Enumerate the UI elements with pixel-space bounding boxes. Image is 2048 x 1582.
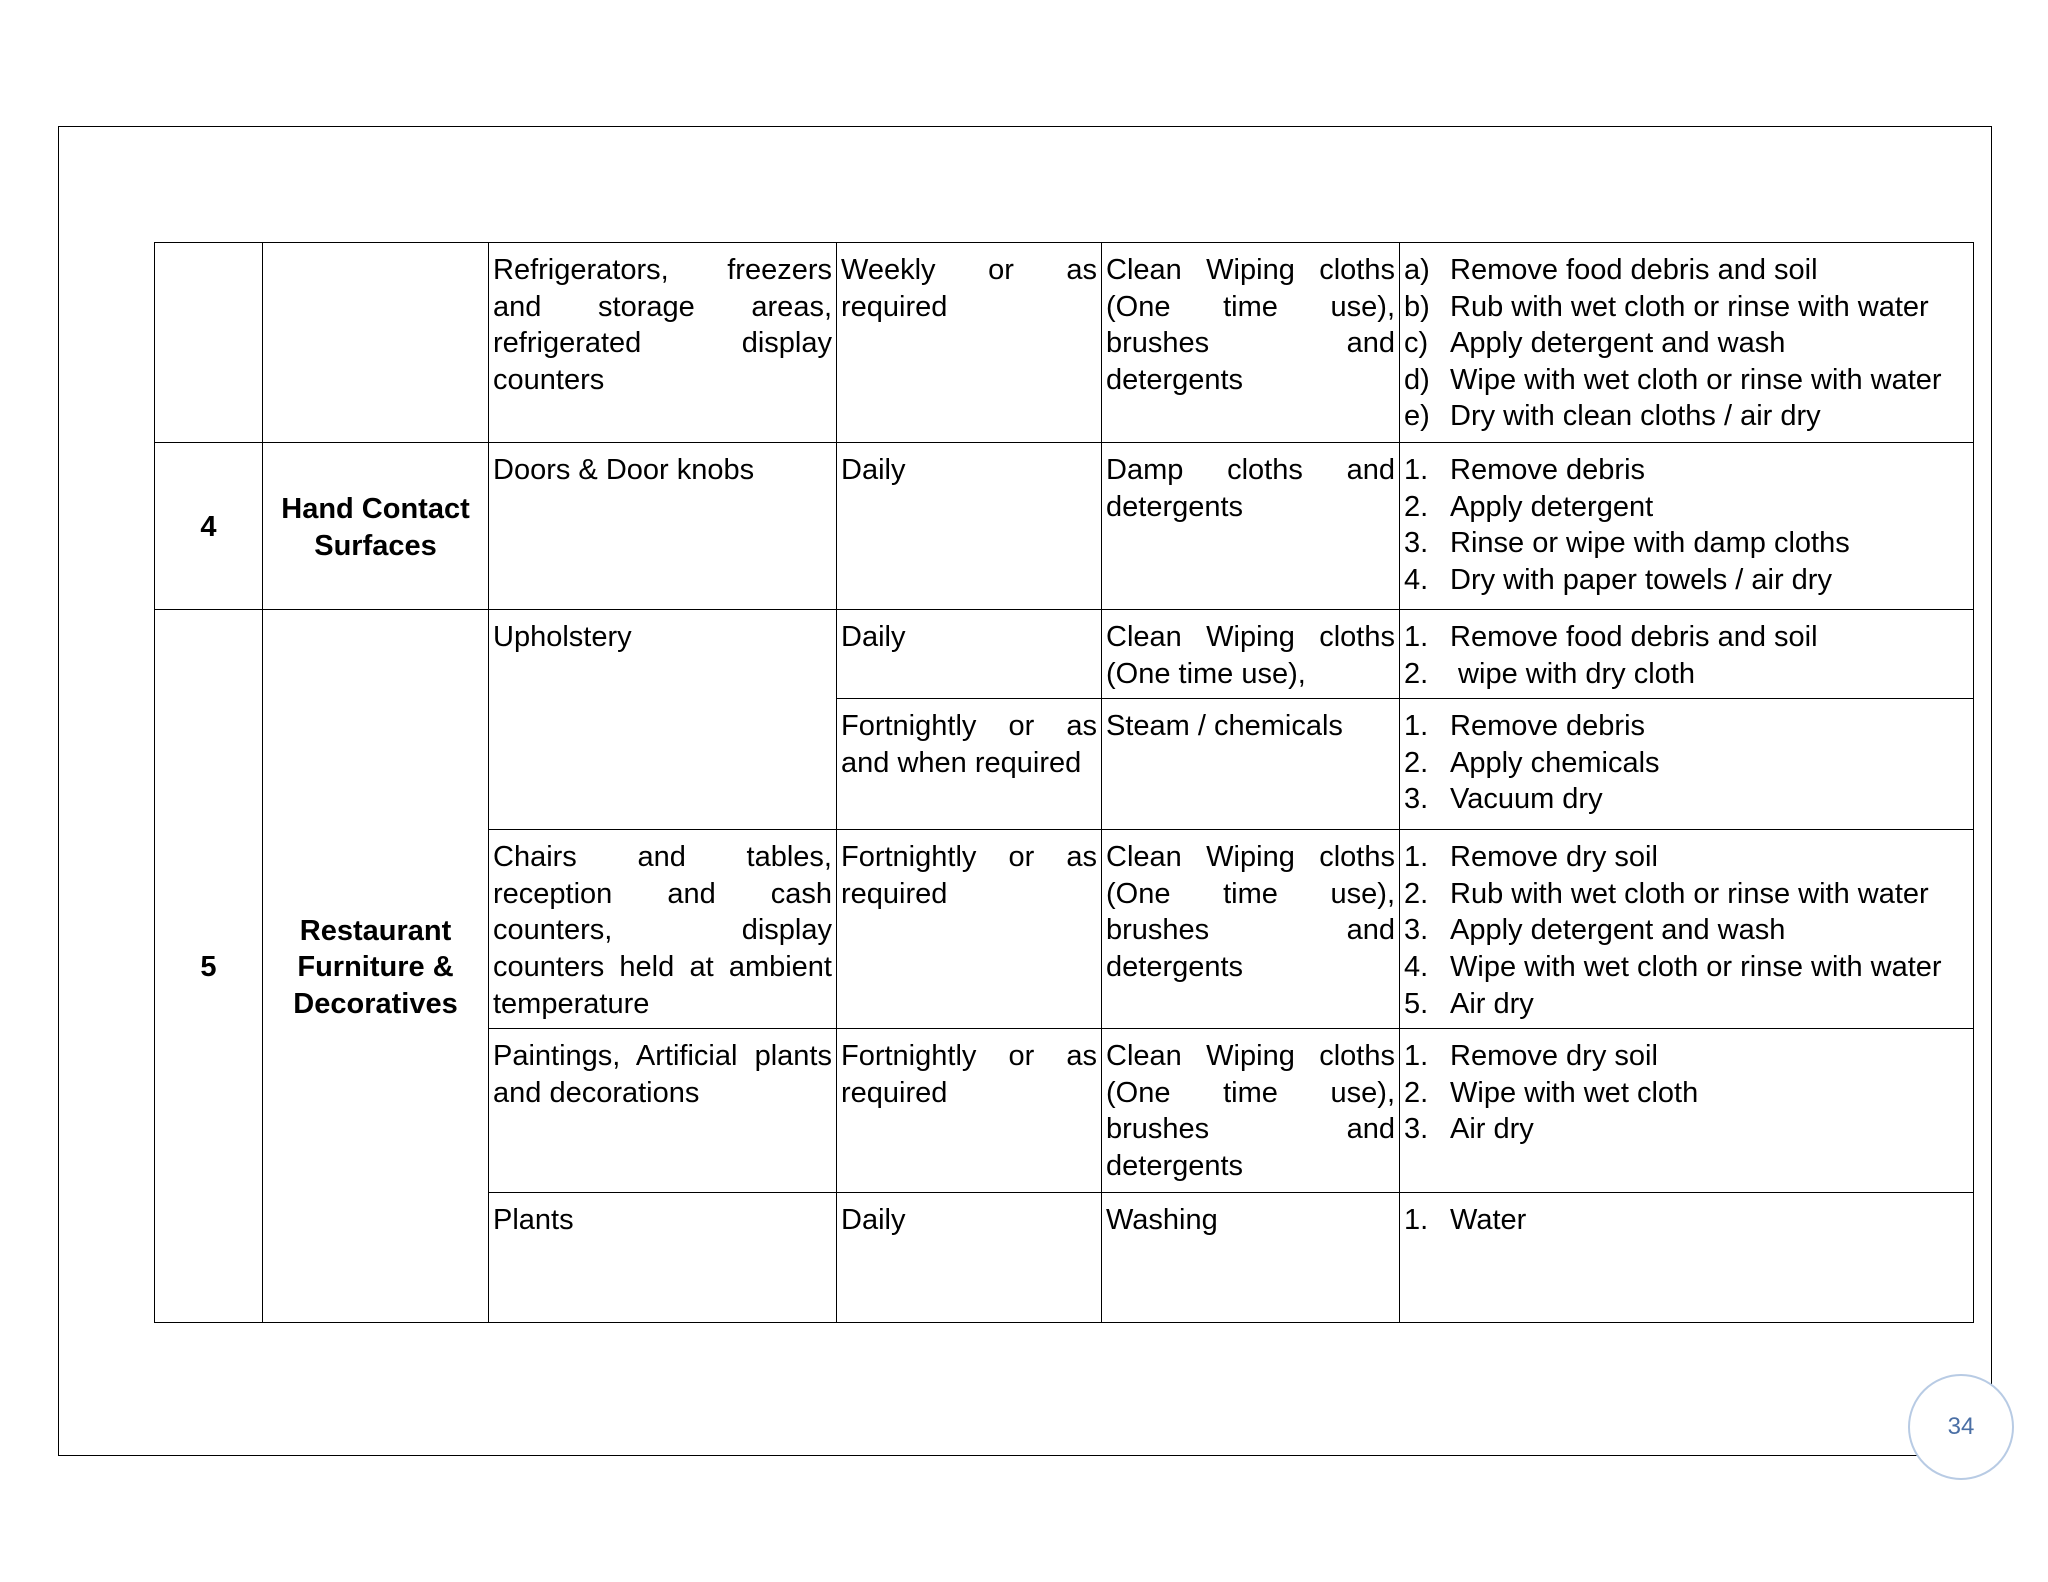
list-item: 1. Remove food debris and soil: [1404, 621, 1818, 653]
list-item: 5. Air dry: [1404, 987, 1534, 1020]
table-row: [155, 443, 1974, 610]
cleaning-schedule-table: [154, 242, 1974, 1323]
list-item: e) Dry with clean cloths / air dry: [1404, 400, 1821, 433]
frequency-cell: Fortnightly or as required: [837, 1029, 1102, 1193]
materials-cell: Washing: [1102, 1193, 1400, 1323]
category-cell: Restaurant Furniture & Decoratives: [263, 610, 489, 1323]
table-row: [155, 243, 1974, 443]
procedure-cell: [1400, 610, 1974, 699]
list-item: 3. Rinse or wipe with damp cloths: [1404, 527, 1850, 560]
procedure-steps: [1404, 1202, 1969, 1239]
procedure-cell: [1400, 243, 1974, 443]
serial-number-cell: [155, 243, 263, 443]
procedure-cell: [1400, 699, 1974, 830]
list-item: 2. Apply detergent: [1404, 490, 1654, 523]
procedure-cell: [1400, 1193, 1974, 1323]
list-item: b) Rub with wet cloth or rinse with water: [1404, 290, 1929, 323]
materials-cell: Clean Wiping cloths (One time use), brushes and detergents: [1102, 1029, 1400, 1193]
procedure-cell: [1400, 830, 1974, 1029]
list-item: 3. Air dry: [1404, 1113, 1534, 1146]
list-item: a) Remove food debris and soil: [1404, 254, 1818, 286]
serial-number-cell: 4: [155, 443, 263, 610]
frequency-cell: Daily: [837, 443, 1102, 610]
frequency-cell: Weekly or as required: [837, 243, 1102, 443]
frequency-cell: Daily: [837, 1193, 1102, 1323]
area-cell: Refrigerators, freezers and storage areas, refrigerated display counters: [489, 243, 837, 443]
list-item: 2. wipe with dry cloth: [1404, 657, 1695, 690]
list-item: 1. Water: [1404, 1204, 1527, 1237]
area-cell: Paintings, Artificial plants and decorations: [489, 1029, 837, 1193]
table-row: [155, 610, 1974, 699]
procedure-cell: [1400, 1029, 1974, 1193]
materials-cell: Clean Wiping cloths (One time use),: [1102, 610, 1400, 699]
procedure-steps: [1404, 1038, 1969, 1148]
category-cell: Hand Contact Surfaces: [263, 443, 489, 610]
procedure-cell: [1400, 443, 1974, 610]
frequency-cell: Fortnightly or as and when required: [837, 699, 1102, 830]
list-item: c) Apply detergent and wash: [1404, 327, 1786, 360]
list-item: 1. Remove dry soil: [1404, 841, 1658, 874]
list-item: 3. Apply detergent and wash: [1404, 914, 1786, 947]
frequency-cell: Fortnightly or as required: [837, 830, 1102, 1029]
list-item: 1. Remove dry soil: [1404, 1040, 1658, 1073]
list-item: 1. Remove debris: [1404, 710, 1646, 743]
procedure-steps: [1404, 452, 1969, 598]
procedure-steps: [1404, 252, 1969, 435]
area-cell: Doors & Door knobs: [489, 443, 837, 610]
area-cell: Upholstery: [489, 610, 837, 830]
list-item: 4. Wipe with wet cloth or rinse with water: [1404, 950, 1942, 983]
list-item: 4. Dry with paper towels / air dry: [1404, 563, 1832, 596]
list-item: 3. Vacuum dry: [1404, 783, 1603, 816]
frequency-cell: Daily: [837, 610, 1102, 699]
procedure-steps: [1404, 708, 1969, 818]
page-number: [1908, 1374, 2014, 1480]
procedure-steps: [1404, 619, 1969, 692]
materials-cell: Steam / chemicals: [1102, 699, 1400, 830]
list-item: d) Wipe with wet cloth or rinse with water: [1404, 363, 1942, 396]
area-cell: Chairs and tables, reception and cash counters, display counters held at ambient temperature: [489, 830, 837, 1029]
materials-cell: Clean Wiping cloths (One time use), brushes and detergents: [1102, 243, 1400, 443]
area-cell: Plants: [489, 1193, 837, 1323]
list-item: 1. Remove debris: [1404, 454, 1646, 486]
list-item: 2. Wipe with wet cloth: [1404, 1076, 1699, 1109]
page-number-label: 34: [1947, 1413, 1975, 1440]
procedure-steps: [1404, 839, 1969, 1022]
list-item: 2. Apply chemicals: [1404, 746, 1660, 779]
materials-cell: Damp cloths and detergents: [1102, 443, 1400, 610]
serial-number-cell: 5: [155, 610, 263, 1323]
category-cell: [263, 243, 489, 443]
list-item: 2. Rub with wet cloth or rinse with water: [1404, 877, 1929, 910]
materials-cell: Clean Wiping cloths (One time use), brushes and detergents: [1102, 830, 1400, 1029]
